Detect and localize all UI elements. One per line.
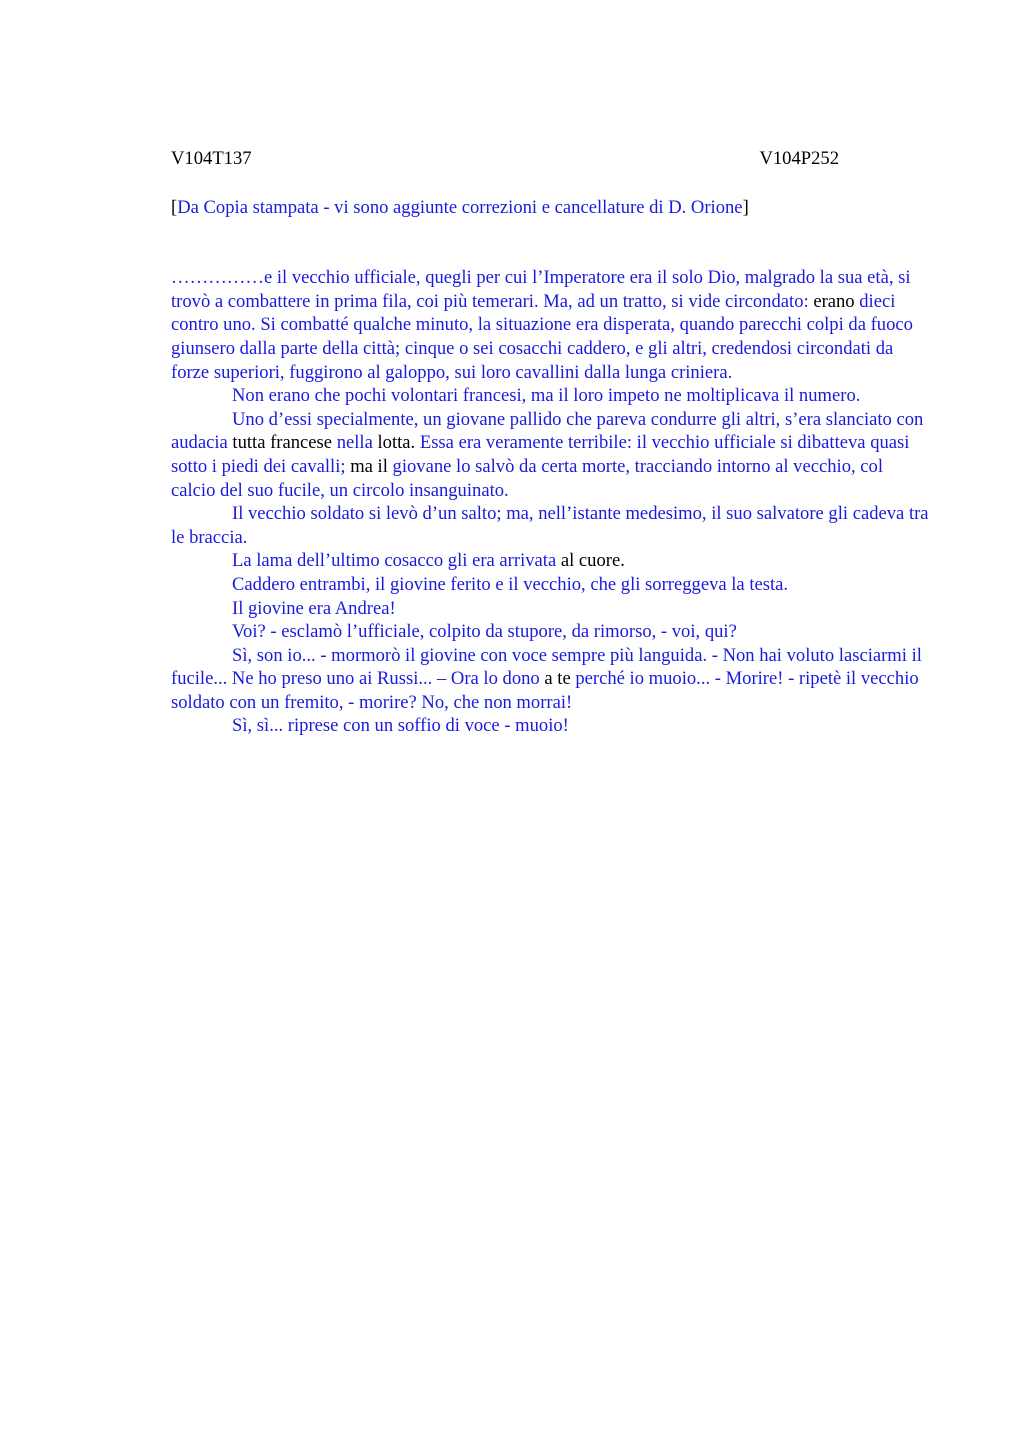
paragraph [171,714,931,738]
edited-text-segment: perché io muoio... - Morire! - ripetè il vecchio soldato con un fremito, - morire? No, che non morrai! [171,668,919,713]
paragraph [171,644,931,715]
source-note-open-bracket: [ [171,196,178,218]
original-text-segment: al cuore. [560,550,625,572]
paragraph [171,597,931,621]
edited-text-segment: Voi? - esclamò l’ufficiale, colpito da stupore, da rimorso, - voi, qui? [232,621,737,643]
edited-text-segment: dieci contro uno. Si combatté qualche minuto, la situazione era disperata, quando parecchi colpi da fuoco giunsero dalla parte della città; cinque o sei cosacchi caddero, e gli altri, credendosi circondati da forze superiori, fuggirono al galoppo, sui loro cavallini dalla lunga criniera. [171,290,913,383]
source-note-text: Da Copia stampata - vi sono aggiunte correzioni e cancellature di D. Orione [177,196,743,218]
edited-text-segment: Caddero entrambi, il giovine ferito e il vecchio, che gli sorreggeva la testa. [232,573,789,595]
paragraph [171,408,931,502]
edited-text-segment: nella [332,432,378,454]
paragraph [171,573,931,597]
document-code-left: V104T137 [171,148,252,169]
paragraph [171,620,931,644]
paragraph [171,266,931,384]
edited-text-segment: Il giovine era Andrea! [232,597,396,619]
edited-text-segment: Uno d’essi specialmente, un giovane pallido che pareva condurre gli altri, s’era slanciato con audacia [171,408,924,454]
source-note-close-bracket: ] [742,196,749,218]
original-text-segment: a te [544,668,571,690]
edited-text-segment: La lama dell’ultimo cosacco gli era arrivata [232,550,561,572]
edited-text-segment: ……………e il vecchio ufficiale, quegli per cui l’Imperatore era il solo Dio, malgrado la sua età, si trovò a combattere in prima fila, coi più temerari. Ma, ad un tratto, si vide circondato: [171,267,911,312]
paragraph [171,549,931,573]
edited-text-segment: Sì, sì... riprese con un soffio di voce - muoio! [232,715,569,737]
source-note [171,196,931,220]
page-code-right: V104P252 [759,148,839,169]
edited-text-segment: Il vecchio soldato si levò d’un salto; ma, nell’istante medesimo, il suo salvatore gli cadeva tra le braccia. [171,503,929,548]
edited-text-segment: Essa era veramente terribile: il vecchio ufficiale si dibatteva quasi sotto i piedi dei cavalli; [171,432,910,477]
original-text-segment: erano [813,290,855,312]
header-row [171,147,839,171]
document-page [171,147,931,738]
edited-text-segment: Non erano che pochi volontari francesi, ma il loro impeto ne moltiplicava il numero. [232,385,861,407]
original-text-segment: lotta. [377,432,416,454]
edited-text-segment: giovane lo salvò da certa morte, tracciando intorno al vecchio, col calcio del suo fucile, un circolo insanguinato. [171,455,884,501]
body-text [171,266,931,738]
paragraph [171,384,931,408]
original-text-segment: ma il [350,455,388,477]
edited-text-segment: Sì, son io... - mormorò il giovine con voce sempre più languida. - Non hai voluto lasciarmi il fucile... Ne ho preso uno ai Russi... – Ora lo dono [171,644,922,690]
paragraph [171,502,931,549]
original-text-segment: tutta francese [232,432,333,454]
